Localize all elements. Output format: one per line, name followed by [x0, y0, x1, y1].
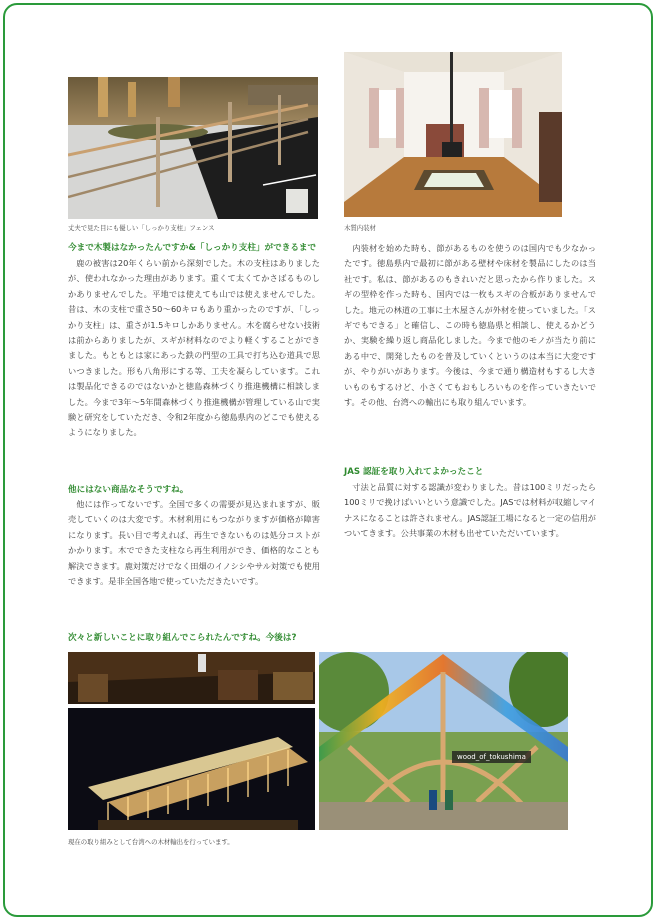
section1-heading: 今まで木製はなかったんですか&「しっかり支柱」ができるまで	[68, 243, 317, 253]
pavilion-caption: 現在の取り組みとして台湾への木材輸出を行っています。	[68, 838, 234, 846]
fence-caption: 丈夫で見た目にも優しい「しっかり支柱」フェンス	[68, 224, 215, 232]
section1-body: 鹿の被害は20年くらい前から深刻でした。木の支柱はありましたが、使われなかった理由があります。重くて太くてかさばるものしかありませんでした。平地では使えても山では使えませんでした。昔は、木の支柱で重さ50〜60キロもあり重かったのですが、「しっかり支柱」は、重さが1.5キロしかありません。木を腐らせない技術は前からありましたが、スギが材料なのでより軽くすることができました。もともとは家にあった鉄の門型の工具で打ち込む道具で思いつきました。形も八角形にする等、工夫を凝らしています。これは製品化できるのではないかと徳島森林づくり推進機構に相談しました。今まで3年〜5年間森林づくり推進機構が管理している山で実験と研究をしていただき、令和2年度から徳島県内のどこでも使えるようになりました。	[68, 258, 320, 438]
jas-heading: JAS 認証を取り入れてよかったこと	[344, 467, 484, 477]
section2-heading: 他にはない商品なそうですね。	[68, 485, 189, 495]
section2-body: 他には作ってないです。全国で多くの需要が見込まれますが、販売していくのは大変です。木材利用にもつながりますが価格が障害になります。長い目で考えれば、再生できないものは処分コストがかかります。木でできた支柱なら再生利用ができ、価格的なことも解決できます。鹿対策だけでなく田畑のイノシシやサル対策でも使用できます。是非全国各地で使っていただきたいです。	[68, 499, 320, 587]
fence-photo	[68, 77, 318, 219]
interior-photo	[344, 52, 562, 217]
interior-caption: 木質内装材	[344, 224, 376, 232]
section5-heading: 次々と新しいことに取り組んでこられたんですね。今後は?	[68, 633, 297, 643]
jas-body: 寸法と品質に対する認識が変わりました。昔は100ミリだったら100ミリで挽けばいいという意識でした。JASでは材料が収縮しマイナスになることは許されません。JAS認証工場になると一定の信用がついてきます。公共事業の木材も出せていただいています。	[344, 482, 596, 539]
pavilion-night-photo	[68, 652, 315, 830]
section3-body: 内装材を始めた時も、節があるものを使うのは国内でも少なかったです。徳島県内で最初に節がある壁材や床材を製品にしたのは当社です。私は、節があるのもきれいだと思ったから作りました。スギの型枠を作った時も、国内では一枚もスギの合板がありませんでした。地元の林道の工事に土木屋さんが外材を使っていました。「スギでもできる」と確信し、この時も徳島県と相談し、使えるかどうか、実験を繰り返し商品化しました。今まで他のモノが当たり前にある中で、開発したものを普及していくというのは本当に大変ですが、やりがいがあります。今後は、今まで通り構造材もするし大きいものもするけど、小さくてもおもしろいものを作っていきたいです。その他、台湾への輸出にも取り組んでいます。	[344, 243, 596, 408]
watermark-label: wood_of_tokushima	[452, 751, 531, 763]
canopy-photo	[319, 652, 568, 830]
